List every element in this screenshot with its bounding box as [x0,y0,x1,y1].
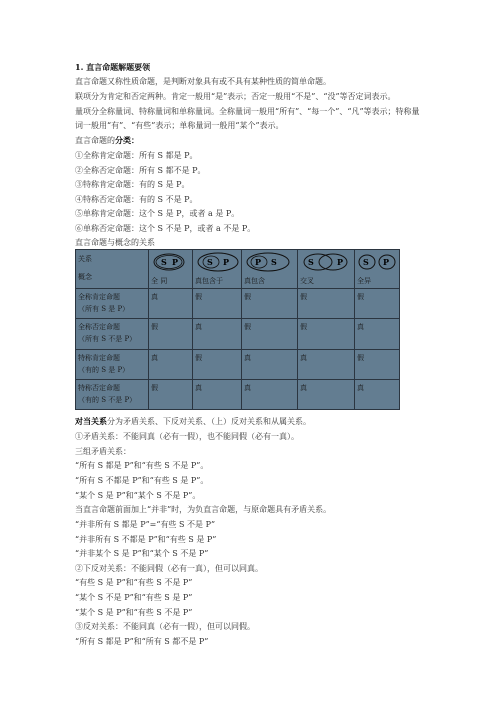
table-header-row [76,250,400,289]
table-cell [298,319,355,349]
header-cell-contains [242,250,298,289]
row-label-line2: （所有 S 是 P） [78,305,130,314]
diagram-letter-p: P [337,257,344,267]
type-item: ②全称否定命题：所有 S 都不是 P。 [75,166,206,175]
corner-bottom-label: 概念 [78,273,92,281]
row-label-line2: （有的 S 是 P） [78,365,130,374]
row-label-line1: 特称否定命题 [78,383,120,392]
relation-label: 交叉 [300,277,314,286]
types-title-bold: 分类： [115,135,139,145]
type-item: ③特称肯定命题：有的 S 是 P。 [75,180,190,189]
table-cell [298,379,355,409]
row-label-line1: 全称肯定命题 [78,293,120,302]
table-cell [149,349,193,379]
type-item: ①全称肯定命题：所有 S 都是 P。 [75,151,198,160]
relation-label: 真包含 [244,277,265,286]
table-cell [149,319,193,349]
table-cell [193,349,242,379]
table-cell [355,379,400,409]
intersect-circles-diagram [300,252,354,278]
table-cell [242,379,298,409]
type-item: ⑥单称否定命题：这个 S 不是 P，或者 a 不是 P。 [75,224,256,233]
body-line: ②下反对关系：不能同假（必有一真），但可以同真。 [75,564,263,573]
cell-value: 真 [357,383,364,392]
diagram-letter-p: P [255,257,262,267]
body-line: “某个 S 是 P”和“某个 S 不是 P”。 [75,491,201,500]
relation-intro-bold: 对当关系 [75,416,107,426]
cell-value: 真 [151,293,158,302]
row-label [76,289,149,319]
cell-value: 假 [300,293,307,302]
contains-circles-diagram [244,252,296,278]
cell-value: 真 [195,383,202,392]
table-cell [242,319,298,349]
type-item: ④特称否定命题：有的 S 不是 P。 [75,195,198,204]
diagram-letter-p: P [383,257,390,267]
row-label [76,349,149,379]
body-line: ①矛盾关系：不能同真（必有一假），也不能同假（必有一真）。 [75,432,299,441]
type-item: ⑤单称肯定命题：这个 S 是 P，或者 a 是 P。 [75,209,240,218]
diagram-letter-s: S [207,257,213,267]
header-cell-included [193,250,242,289]
table-cell [149,289,193,319]
body-line: “有些 S 是 P”和“有些 S 不是 P” [75,578,193,587]
types-title [75,135,139,146]
intro-line: 联项分为肯定和否定两种。肯定一般用“是”表示；否定一般用“不是”、“没”等否定词表示。 [75,92,396,101]
table-cell [298,289,355,319]
table-cell [242,289,298,319]
disjoint-circles-diagram [357,252,399,278]
diagram-letter-s: S [308,257,314,267]
cell-value: 真 [151,353,158,362]
cell-value: 真 [300,353,307,362]
intro-line: 量项分全称量词、特称量词和单称量词。全称量词一般用“所有”、“每一个”、“凡”等表示；特称量 [75,107,420,116]
cell-value: 假 [300,323,307,332]
relation-table [75,249,400,410]
relation-label: 真包含于 [195,277,223,286]
cell-value: 真 [357,323,364,332]
body-line: “某个 S 不是 P”和“有些 S 是 P” [75,593,193,602]
body-line: “并非某个 S 是 P”和“某个 S 不是 P” [75,549,209,558]
table-cell [355,349,400,379]
body-line: “所有 S 不都是 P”和“有些 S 是 P”。 [75,476,209,485]
identical-circles-diagram [151,252,191,278]
body-line: “某个 S 是 P”和“有些 S 不是 P” [75,608,193,617]
section-heading: 1. 直言命题解题要领 [75,62,151,72]
diagram-letter-s: S [271,257,277,267]
table-caption: 直言命题与概念的关系 [75,238,155,247]
table-cell [193,379,242,409]
table-cell [193,319,242,349]
header-cell-intersect [298,250,355,289]
table-row [76,379,400,409]
corner-top-label: 关系 [78,255,92,263]
corner-cell [76,250,149,289]
table-cell [193,289,242,319]
row-label [76,319,149,349]
intro-line: 词一般用“有”、“有些”表示；单称量词一般用“某个”表示。 [75,121,284,130]
included-circles-diagram [195,252,241,278]
relation-label: 全 同 [151,277,168,286]
header-cell-identical [149,250,193,289]
table-row [76,319,400,349]
cell-value: 假 [244,323,251,332]
row-label [76,379,149,409]
cell-value: 假 [151,383,158,392]
body-line: ③反对关系：不能同真（必有一假），但可以同假。 [75,622,255,631]
table-row [76,289,400,319]
row-label-line1: 全称否定命题 [78,323,120,332]
cell-value: 假 [244,293,251,302]
cell-value: 真 [244,353,251,362]
table-row [76,349,400,379]
diagram-letter-p: P [172,257,179,267]
row-label-line1: 特称肯定命题 [78,353,120,362]
cell-value: 假 [195,353,202,362]
table-cell [149,379,193,409]
table-cell [298,349,355,379]
header-cell-disjoint [355,250,400,289]
row-label-line2: （有的 S 不是 P） [78,395,137,404]
relation-intro [75,416,311,427]
table-cell [355,289,400,319]
table-cell [242,349,298,379]
body-line: “并非所有 S 都是 P”=“有些 S 不是 P” [75,520,216,529]
body-line: “所有 S 都是 P”和“所有 S 都不是 P” [75,637,209,646]
cell-value: 真 [300,383,307,392]
body-line: 当直言命题前面加上“并非”时，为负直言命题，与原命题具有矛盾关系。 [75,505,332,514]
row-label-line2: （所有 S 不是 P） [78,335,137,344]
body-line: “并非所有 S 不都是 P”和“有些 S 是 P” [75,535,217,544]
cell-value: 真 [244,383,251,392]
cell-value: 假 [357,353,364,362]
intro-line: 直言命题又称性质命题，是判断对象具有或不具有某种性质的简单命题。 [75,77,331,86]
body-line: 三组矛盾关系： [75,447,131,456]
diagram-letter-s: S [363,257,369,267]
relation-intro-rest: 分为矛盾关系、下反对关系、（上）反对关系和从属关系。 [107,417,311,426]
cell-value: 假 [151,323,158,332]
cell-value: 假 [195,293,202,302]
body-line: “所有 S 都是 P”和“有些 S 不是 P”。 [75,461,209,470]
diagram-letter-p: P [223,257,230,267]
relation-label: 全异 [357,277,371,286]
diagram-letter-s: S [161,257,167,267]
table-cell [355,319,400,349]
types-title-prefix: 直言命题的 [75,136,115,145]
cell-value: 假 [357,293,364,302]
cell-value: 真 [195,323,202,332]
